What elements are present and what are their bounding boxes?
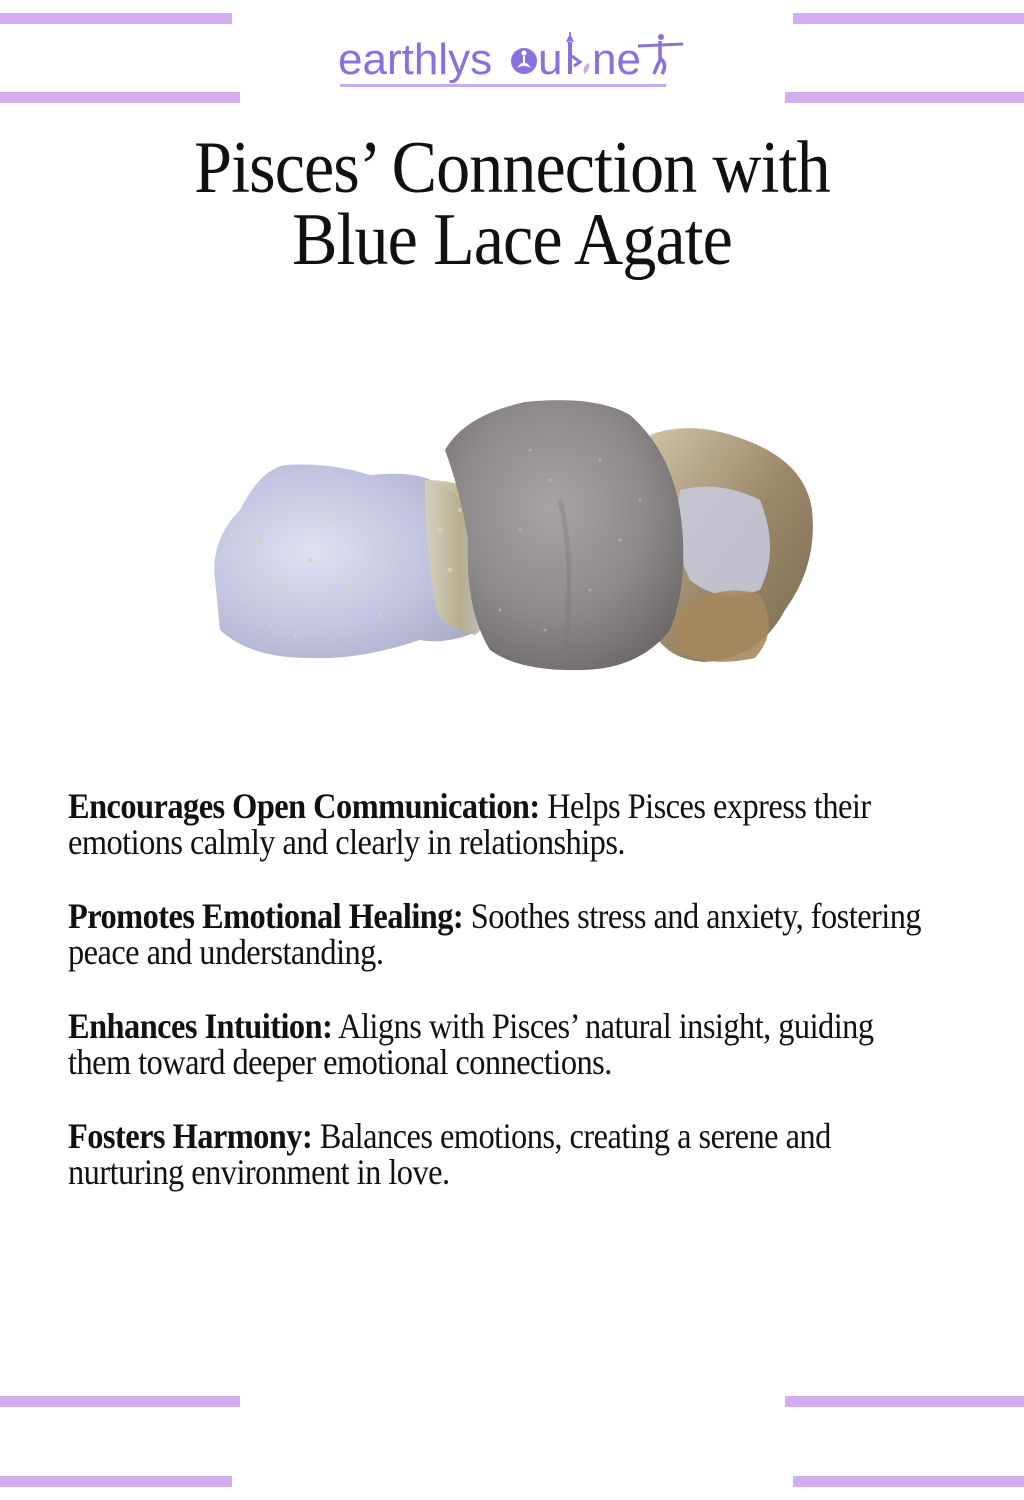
- leaf-icon: [584, 63, 590, 74]
- logo-underline: [340, 84, 666, 87]
- site-logo[interactable]: [338, 30, 688, 90]
- page-title: [41, 127, 983, 281]
- decorative-bar-bottom-left-2: [0, 1476, 232, 1487]
- benefit-heading: Encourages Open Communication:: [68, 786, 540, 826]
- blue-lace-agate-image: [200, 390, 830, 680]
- benefit-heading: Promotes Emotional Healing:: [68, 896, 464, 936]
- benefit-item: [68, 1008, 932, 1080]
- logo-wordmark: [338, 30, 688, 92]
- decorative-bar-bottom-right-1: [785, 1396, 1024, 1407]
- benefit-body: Helps Pisces express their emotions calmly and clearly in relationships.: [68, 786, 871, 862]
- benefit-body: Aligns with Pisces’ natural insight, guiding them toward deeper emotional connections.: [68, 1006, 874, 1082]
- benefits-list: [68, 788, 928, 1228]
- logo-text-part-1: earthlys: [338, 35, 493, 84]
- svg-text:u: u: [538, 35, 563, 84]
- yoga-tree-pose-icon: [567, 32, 580, 74]
- dancer-icon: [638, 34, 683, 74]
- decorative-bar-top-right-2: [785, 92, 1024, 103]
- title-line-1: Pisces’ Connection with: [194, 127, 830, 209]
- decorative-bar-top-left-2: [0, 92, 240, 103]
- benefit-body: Balances emotions, creating a serene and nurturing environment in love.: [68, 1116, 831, 1192]
- benefit-item: [68, 898, 932, 970]
- benefit-heading: Enhances Intuition:: [68, 1006, 333, 1046]
- benefit-item: [68, 1118, 932, 1190]
- decorative-bar-top-right-1: [793, 13, 1024, 24]
- decorative-bar-bottom-right-2: [793, 1476, 1024, 1487]
- stone-illustration: [200, 390, 830, 680]
- benefit-body: Soothes stress and anxiety, fostering peace and understanding.: [68, 896, 922, 972]
- svg-text:ne: ne: [592, 35, 641, 84]
- benefit-item: [68, 788, 932, 860]
- benefit-heading: Fosters Harmony:: [68, 1116, 313, 1156]
- decorative-bar-top-left-1: [0, 13, 232, 24]
- meditation-figure-icon: [511, 48, 537, 74]
- decorative-bar-bottom-left-1: [0, 1396, 240, 1407]
- title-line-2: Blue Lace Agate: [292, 199, 732, 281]
